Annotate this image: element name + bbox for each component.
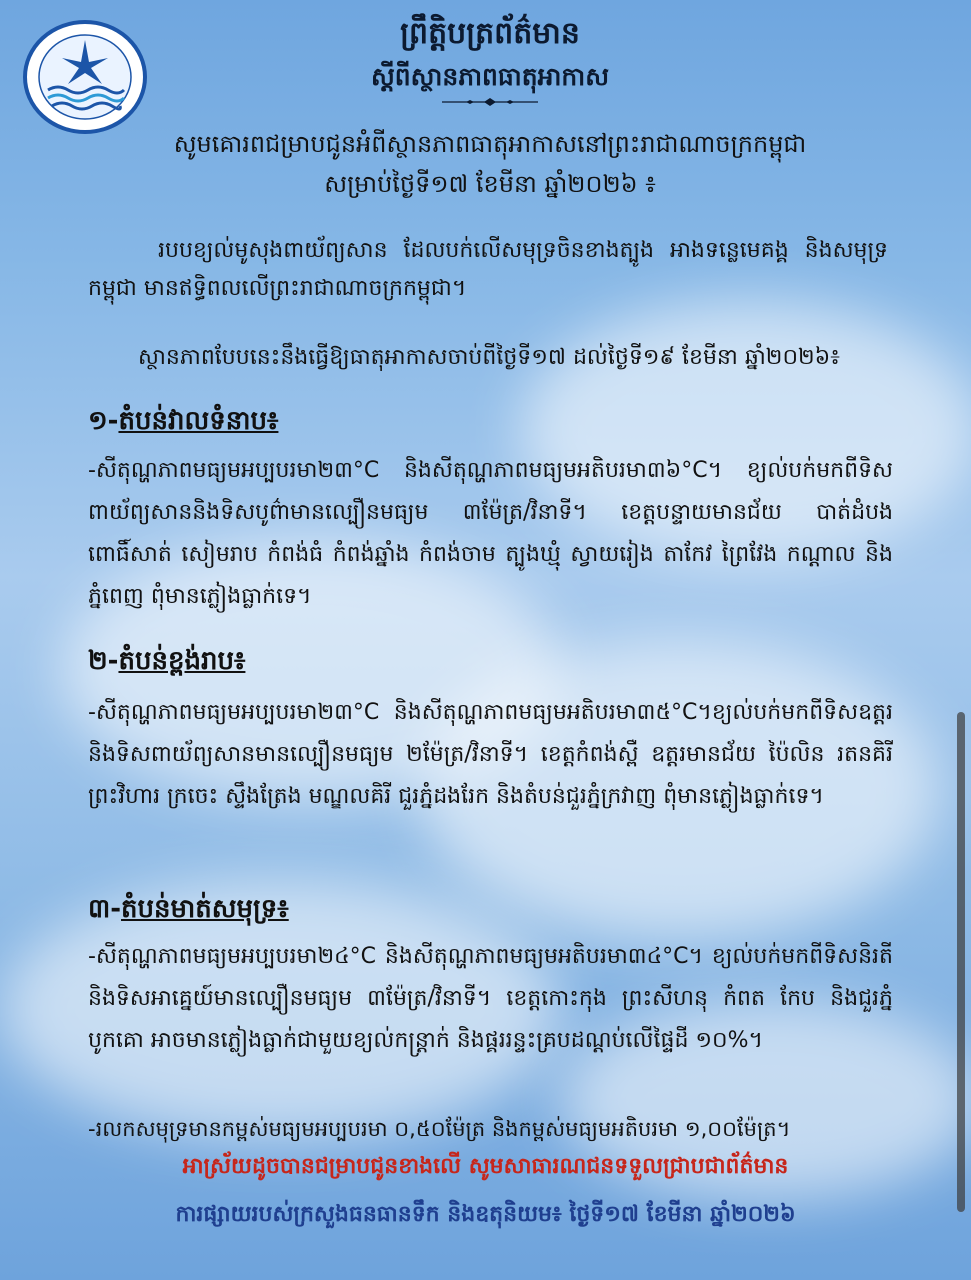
section-heading-lowland bbox=[88, 404, 278, 442]
section-name: តំបន់វាលទំនាប៖ bbox=[118, 406, 279, 436]
bulletin-title: ព្រឹត្តិបត្រព័ត៌មាន bbox=[400, 16, 580, 51]
intro-line: សូមគោរពជម្រាបជូនអំពីស្ថានភាពធាតុអាកាសនៅព្រះរាជាណាចក្រកម្ពុជា bbox=[173, 130, 807, 158]
bulletin-subtitle: ស្ដីពីស្ថានភាពធាតុអាកាស bbox=[370, 62, 610, 91]
intro-date-line: សម្រាប់ថ្ងៃទី១៧ ខែមីនា ឆ្នាំ២០២៦ ៖ bbox=[324, 170, 656, 198]
synoptic-paragraph: របបខ្យល់មូសុងពាយ័ព្យសាន ដែលបក់លើសមុទ្រចិនខាងត្បូង អាងទន្លេមេគង្គ និងសមុទ្រកម្ពុជា មានឥទ្ធិពលលើព្រះរាជាណាចក្រកម្ពុជា។ bbox=[88, 238, 888, 301]
ornament-divider-icon bbox=[440, 98, 540, 106]
section-number: ១- bbox=[88, 406, 119, 436]
footer-notice: អាស្រ័យដូចបានជម្រាបជូនខាងលើ សូមសាធារណជនទទួលជ្រាបជាព័ត៌មាន bbox=[182, 1154, 789, 1179]
section-text-plateau: -សីតុណ្ហភាពមធ្យមអប្បបរមា២៣°C និងសីតុណ្ហភាពមធ្យមអតិបរមា៣៥°C។ខ្យល់បក់មកពីទិសឧត្តរ និងទិសពាយ័ព្យសានមានល្បឿនមធ្យម ២ម៉ែត្រ/វិនាទី។ ខេត្តកំពង់ស្ពឺ ឧត្តរមានជ័យ ប៉ៃលិន រតនគិរី ព្រះវិហារ ក្រចេះ ស្ទឹងត្រែង មណ្ឌលគិរី ជួរភ្នំដងរែក និងតំបន់ជួរភ្នំក្រវាញ ពុំមានភ្លៀងធ្លាក់ទេ។ bbox=[88, 700, 893, 809]
section-number: ៣- bbox=[88, 894, 122, 924]
sea-wave-text: -រលកសមុទ្រមានកម្ពស់មធ្យមអប្បបរមា ០,៥០ម៉ែត្រ និងកម្ពស់មធ្យមអតិបរមា ១,០០ម៉ែត្រ។ bbox=[88, 1117, 791, 1141]
footer-source: ការផ្សាយរបស់ក្រសួងធនធានទឹក និងឧតុនិយម៖ ថ្ងៃទី១៧ ខែមីនា ឆ្នាំ២០២៦ bbox=[175, 1202, 796, 1227]
forecast-period-paragraph: ស្ថានភាពបែបនេះនឹងធ្វើឱ្យធាតុអាកាសចាប់ពីថ្ងៃទី១៧ ដល់ថ្ងៃទី១៩ ខែមីនា ឆ្នាំ២០២៦៖ bbox=[138, 345, 840, 370]
section-number: ២- bbox=[88, 646, 119, 676]
ministry-seal-icon bbox=[20, 18, 150, 136]
section-heading-coastal bbox=[88, 892, 289, 930]
section-name: តំបន់មាត់សមុទ្រ៖ bbox=[121, 894, 289, 924]
section-name: តំបន់ខ្ពង់រាប៖ bbox=[118, 646, 246, 676]
section-text-lowland: -សីតុណ្ហភាពមធ្យមអប្បបរមា២៣°C និងសីតុណ្ហភាពមធ្យមអតិបរមា៣៦°C។ ខ្យល់បក់មកពីទិសពាយ័ព្យសាននិងទិសបូព៌ាមានល្បឿនមធ្យម ៣ម៉ែត្រ/វិនាទី។ ខេត្តបន្ទាយមានជ័យ បាត់ដំបង ពោធិ៍សាត់ សៀមរាប កំពង់ធំ កំពង់ឆ្នាំង កំពង់ចាម ត្បូងឃ្មុំ ស្វាយរៀង តាកែវ ព្រៃវែង កណ្ដាល និងភ្នំពេញ ពុំមានភ្លៀងធ្លាក់ទេ។ bbox=[88, 458, 893, 609]
intro-block bbox=[140, 124, 840, 204]
section-heading-plateau bbox=[88, 644, 245, 682]
section-text-coastal: -សីតុណ្ហភាពមធ្យមអប្បបរមា២៤°C និងសីតុណ្ហភាពមធ្យមអតិបរមា៣៤°C។ ខ្យល់បក់មកពីទិសនិរតី និងទិសអាគ្នេយ៍មានល្បឿនមធ្យម ៣ម៉ែត្រ/វិនាទី។ ខេត្តកោះកុង ព្រះសីហនុ កំពត កែប និងជួរភ្នំបូកគោ អាចមានភ្លៀងធ្លាក់ជាមួយខ្យល់កន្ត្រាក់ និងផ្គររន្ទះគ្របដណ្ដប់លើផ្ទៃដី ១០%។ bbox=[88, 944, 893, 1053]
scrollbar-thumb[interactable] bbox=[957, 712, 965, 1212]
